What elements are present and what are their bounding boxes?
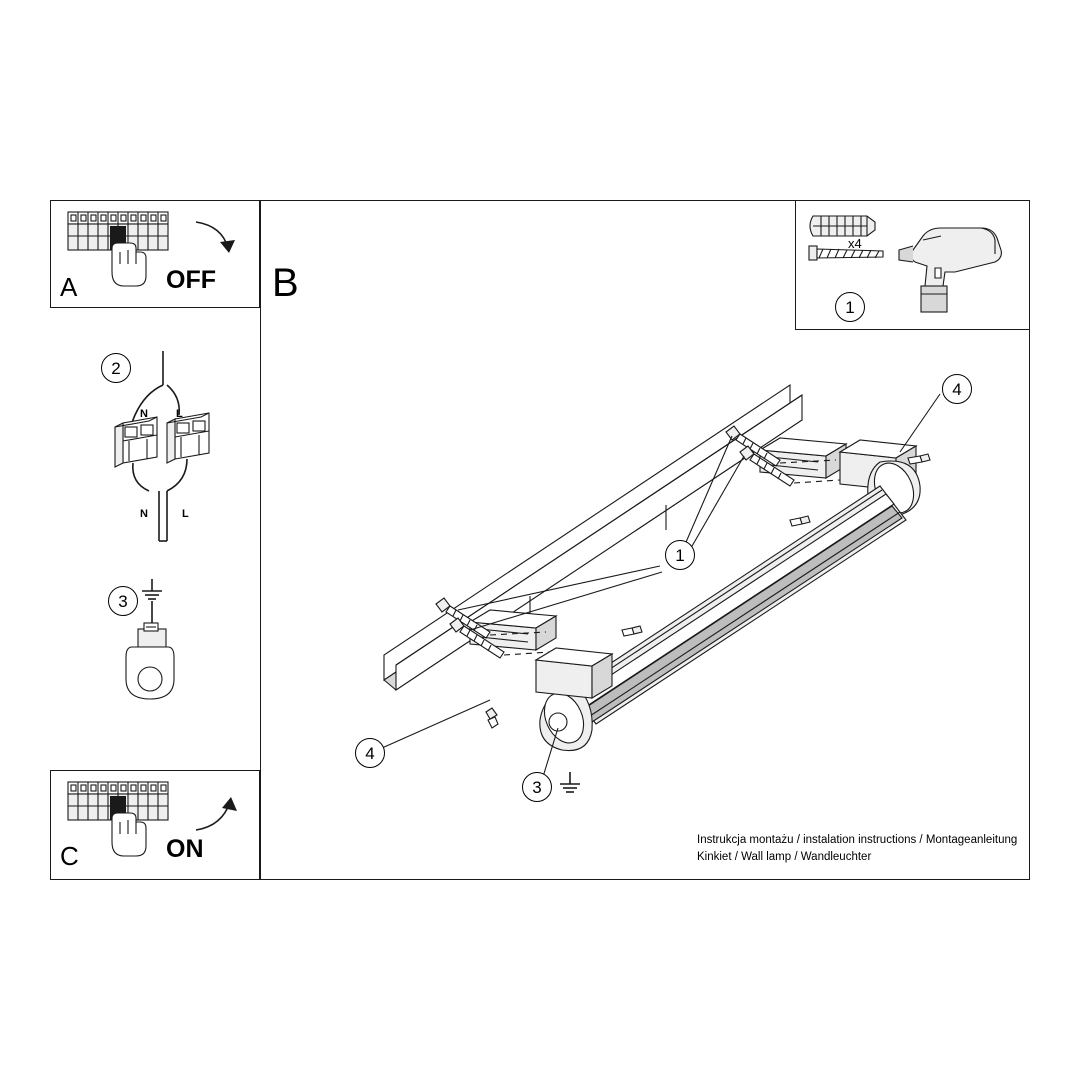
wall-plug-icon bbox=[810, 216, 875, 236]
wall-panel bbox=[384, 385, 802, 690]
tools-step-number: 1 bbox=[835, 292, 865, 322]
panel-b-letter: B bbox=[272, 261, 299, 305]
caption-line-1: Instrukcja montażu / instalation instructions / Montageanleitung bbox=[697, 834, 1018, 846]
panel-c-illustration bbox=[50, 770, 262, 882]
step3-number: 3 bbox=[108, 586, 138, 616]
caption-line-2: Kinkiet / Wall lamp / Wandleuchter bbox=[697, 851, 872, 863]
exploded-assembly-illustration bbox=[340, 360, 1020, 830]
tools-illustration bbox=[795, 200, 1032, 332]
callout-3-badge: 3 bbox=[522, 772, 552, 802]
step2-wire-n-label: N bbox=[140, 508, 148, 520]
step2-terminal-n-label: N bbox=[140, 408, 148, 420]
terminal-left bbox=[115, 417, 157, 467]
tools-quantity-label: x4 bbox=[848, 236, 862, 251]
step2-wire-l-label: L bbox=[182, 508, 189, 520]
side-screw-mid bbox=[790, 516, 810, 526]
caption-block bbox=[697, 832, 1027, 866]
panel-c-letter: C bbox=[60, 841, 79, 871]
callout-4-top-badge: 4 bbox=[942, 374, 972, 404]
panel-a-illustration bbox=[50, 200, 262, 310]
callout-4-bottom-badge: 4 bbox=[355, 738, 385, 768]
earth-ground-icon bbox=[142, 579, 162, 599]
step2-terminal-l-label: L bbox=[176, 408, 183, 420]
side-screw-mid2 bbox=[622, 626, 642, 636]
step2-number: 2 bbox=[101, 353, 131, 383]
panel-a-action-label: OFF bbox=[166, 266, 216, 294]
panel-c-action-label: ON bbox=[166, 835, 204, 863]
screw-icon bbox=[809, 246, 883, 260]
side-screw-bottom bbox=[486, 708, 498, 728]
panel-a-letter: A bbox=[60, 272, 78, 302]
lamp-fixture bbox=[536, 440, 921, 751]
callout-1-badge: 1 bbox=[665, 540, 695, 570]
terminal-right bbox=[167, 413, 209, 463]
drill-icon bbox=[899, 228, 1001, 312]
exploded-ground-symbol bbox=[552, 770, 592, 802]
